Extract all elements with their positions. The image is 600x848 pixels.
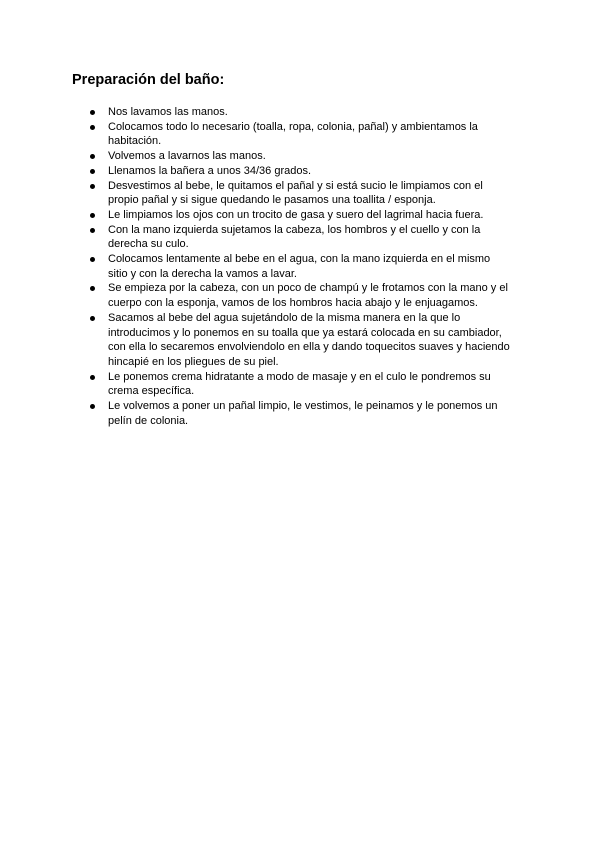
steps-list bbox=[90, 105, 510, 428]
bullet-icon bbox=[90, 404, 95, 409]
list-item bbox=[90, 311, 510, 370]
list-item bbox=[90, 281, 510, 310]
bullet-icon bbox=[90, 228, 95, 233]
bullet-icon bbox=[90, 316, 95, 321]
list-item-text: Se empieza por la cabeza, con un poco de champú y le frotamos con la mano y el cuerpo con la esponja, vamos de los hombros hacia abajo y le enjuagamos. bbox=[108, 282, 508, 310]
list-item bbox=[90, 149, 510, 164]
list-item-text: Volvemos a lavarnos las manos. bbox=[108, 150, 266, 163]
list-item-text: Con la mano izquierda sujetamos la cabeza, los hombros y el cuello y con la derecha su culo. bbox=[108, 223, 481, 251]
document-title: Preparación del baño: bbox=[72, 72, 225, 88]
list-item-text: Le ponemos crema hidratante a modo de masaje y en el culo le pondremos su crema específica. bbox=[108, 370, 491, 398]
list-item-text: Le volvemos a poner un pañal limpio, le vestimos, le peinamos y le ponemos un pelín de colonia. bbox=[108, 400, 498, 427]
list-item-text: Colocamos lentamente al bebe en el agua, con la mano izquierda en el mismo sitio y con la derecha la vamos a lavar. bbox=[108, 253, 491, 280]
bullet-icon bbox=[90, 184, 95, 189]
bullet-icon bbox=[90, 213, 95, 218]
list-item bbox=[90, 208, 510, 223]
bullet-icon bbox=[90, 110, 95, 115]
list-item-text: Llenamos la bañera a unos 34/36 grados. bbox=[108, 164, 312, 177]
bullet-icon bbox=[90, 125, 95, 130]
list-item bbox=[90, 105, 510, 120]
list-item bbox=[90, 370, 510, 399]
list-item-text: Colocamos todo lo necesario (toalla, ropa, colonia, pañal) y ambientamos la habitación. bbox=[108, 120, 478, 148]
bullet-icon bbox=[90, 286, 95, 291]
list-item bbox=[90, 223, 510, 252]
bullet-icon bbox=[90, 257, 95, 262]
list-item bbox=[90, 164, 510, 179]
list-item-text: Sacamos al bebe del agua sujetándolo de la misma manera en la que lo introducimos y lo ponemos en su toalla que ya estará colocada en su cambiador, con ella lo secaremos envolviendolo en ella y dando toquecitos suaves y haciendo hincapié en los pliegues de su piel. bbox=[108, 311, 510, 368]
list-item bbox=[90, 179, 510, 208]
list-item bbox=[90, 252, 510, 281]
list-item-text: Nos lavamos las manos. bbox=[108, 106, 228, 118]
list-item-text: Desvestimos al bebe, le quitamos el pañal y si está sucio le limpiamos con el propio pañal y si sigue quedando le pasamos una toallita / esponja. bbox=[108, 179, 483, 207]
list-item bbox=[90, 399, 510, 428]
list-item bbox=[90, 120, 510, 149]
list-item-text: Le limpiamos los ojos con un trocito de gasa y suero del lagrimal hacia fuera. bbox=[108, 208, 484, 221]
bullet-icon bbox=[90, 375, 95, 380]
bullet-icon bbox=[90, 154, 95, 159]
bullet-icon bbox=[90, 169, 95, 174]
